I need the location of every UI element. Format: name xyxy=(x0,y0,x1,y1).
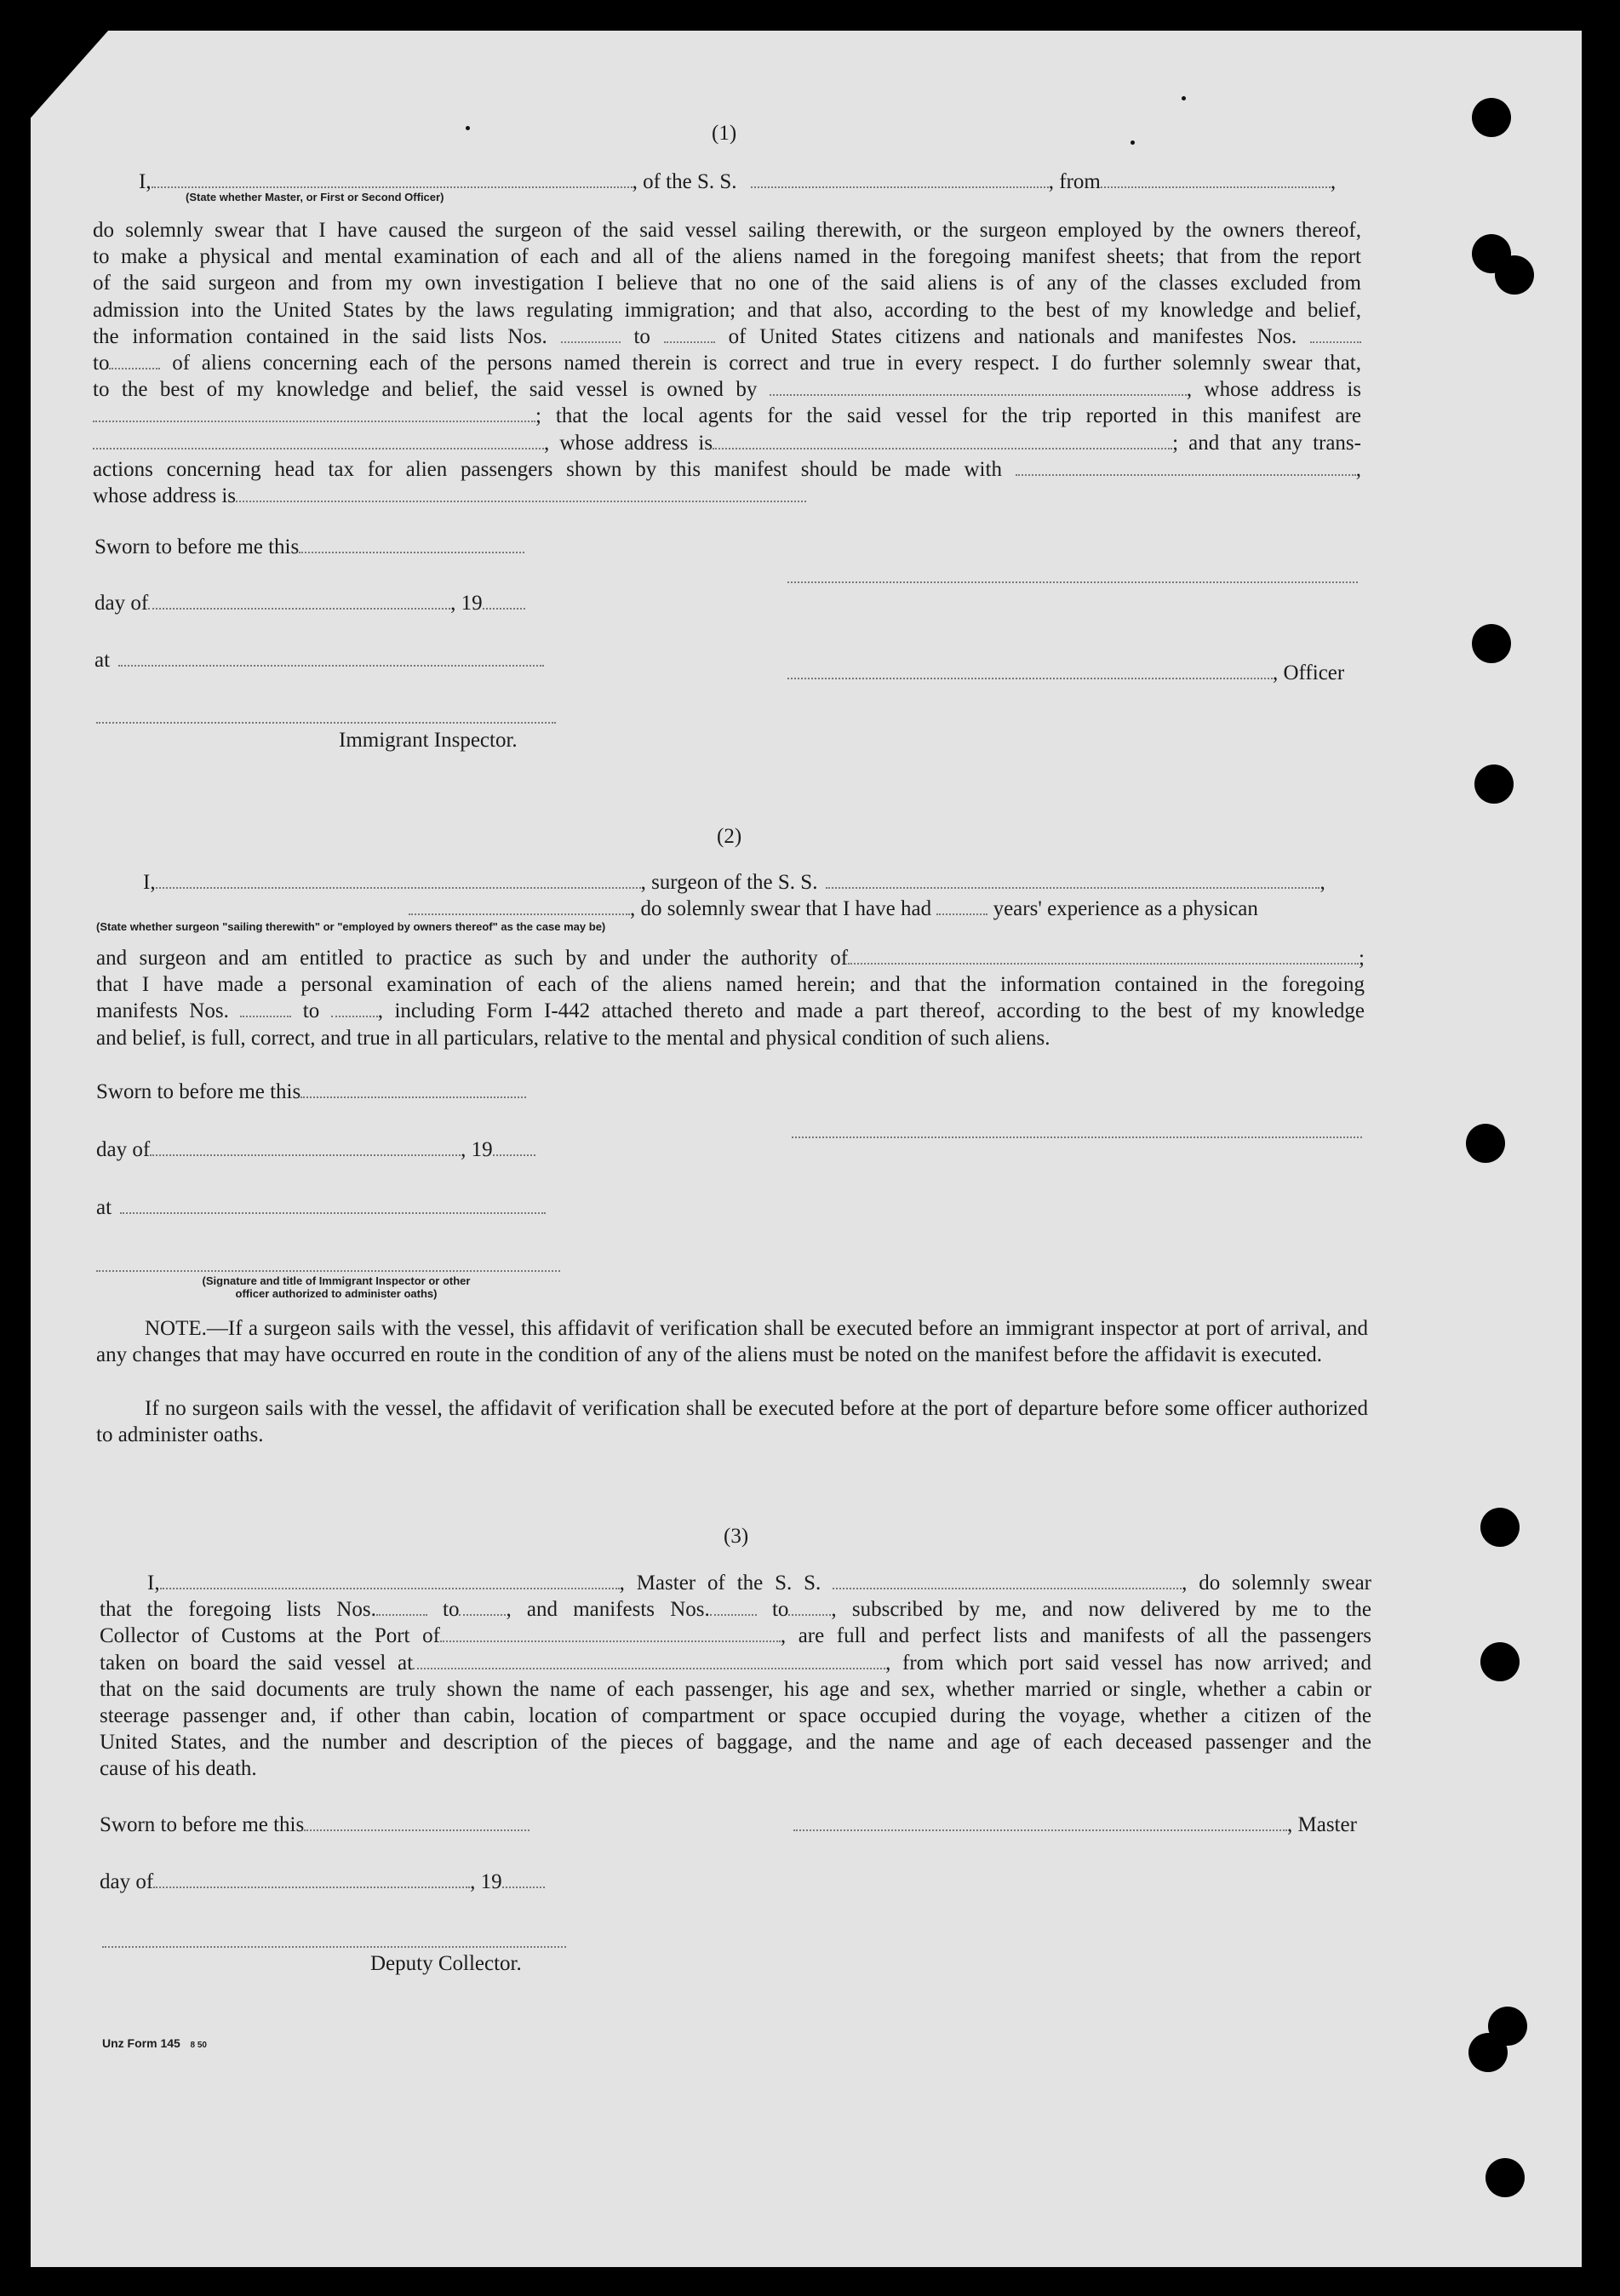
section-number: (2) xyxy=(717,825,742,848)
section-number: (1) xyxy=(712,122,737,145)
binder-hole xyxy=(1480,1642,1520,1681)
day-of-label: day of , 19 xyxy=(94,590,525,616)
binder-hole xyxy=(1468,2033,1508,2072)
binder-hole xyxy=(1466,1124,1505,1163)
binder-hole xyxy=(1474,764,1514,804)
surgeon-line: I, , surgeon of the S. S. , xyxy=(143,871,1325,894)
inspector-signature-line xyxy=(96,722,556,724)
officer-line: , Officer xyxy=(787,660,1344,686)
day-of-label: day of , 19 xyxy=(96,1137,535,1163)
deputy-signature-line xyxy=(102,1946,566,1948)
binder-hole xyxy=(1472,624,1511,663)
signature-line xyxy=(787,581,1358,583)
deputy-label: Deputy Collector. xyxy=(370,1952,522,1975)
form-id: Unz Form 145 8 50 xyxy=(102,2036,207,2050)
ink-speck xyxy=(466,126,470,130)
at-label: at xyxy=(94,647,544,673)
inspector-label: Immigrant Inspector. xyxy=(339,729,518,752)
surgeon-line-2: , do solemnly swear that I have had years' experience as a physican xyxy=(409,896,1258,922)
sworn-label: Sworn to before me this xyxy=(100,1812,530,1838)
master-signature-line: , Master xyxy=(793,1812,1357,1838)
officer-note: (State whether Master, or First or Second Officer) xyxy=(186,191,444,203)
note-paragraph-2: If no surgeon sails with the vessel, the affidavit of verification shall be executed before at the port of departure before some officer authorized to administer oaths. xyxy=(96,1397,1368,1447)
binder-hole xyxy=(1480,1508,1520,1547)
sworn-label: Sworn to before me this xyxy=(96,1079,526,1105)
master-paragraph: I, , Master of the S. S. , do solemnly swear that the foregoing lists Nos. to , and manifests Nos. to , subscribed by me, and now delivered by me to the Collector of Customs at the Port of , are full and perfect lists and manifests of all the passengers taken on board the said vessel at , from which port said vessel has now arrived; and that on the said documents are truly shown the name of each passenger, his age and sex, whether married or single, whether a cabin or steerage passenger and, if other than cabin, location of compartment or space occupied during the voyage, whether a citizen of the United States, and the number and description of the pieces of baggage, and the name and age of each deceased passenger and the cause of his death. xyxy=(100,1572,1372,1781)
note-paragraph: NOTE.—If a surgeon sails with the vessel, this affidavit of verification shall be executed before an immigrant inspector at port of arrival, and any changes that may have occurred en route in the condition of any of the aliens must be noted on the manifest before the affidavit is executed. xyxy=(96,1317,1368,1367)
ink-speck xyxy=(1131,140,1135,145)
sworn-label: Sworn to before me this xyxy=(94,534,524,560)
binder-hole xyxy=(1472,98,1511,137)
oath-paragraph: do solemnly swear that I have caused the surgeon of the said vessel sailing therewith, or the surgeon employed by the owners thereof, to make a physical and mental examination of each and all of the aliens named in the foregoing manifest sheets; that from the report of the said surgeon and from my own investigation I believe that no one of the said aliens is of any of the classes excluded from admission into the United States by the laws regulating immigration; and that also, according to the best of my knowledge and belief, the information contained in the said lists Nos. to of United States citizens and nationals and manifestes Nos. to of aliens concerning each of the persons named therein is correct and true in every respect. I do further solemnly swear that, to the best of my knowledge and belief, the said vessel is owned by , whose address is ; that the local agents for the said vessel for the trip reported in this manifest are , whose address is ; and that any trans- actions concerning head tax for alien passengers shown by this manifest should be made with , whose address is xyxy=(93,219,1362,508)
binder-hole xyxy=(1495,255,1534,295)
surgeon-paragraph: and surgeon and am entitled to practice as such by and under the authority of ; that I have made a personal examination of each of the aliens named herein; and that the information contained in the foregoing manifests Nos. to , including Form I-442 attached thereto and made a part thereof, according to the best of my knowledge and belief, is full, correct, and true in all particulars, relative to the mental and physical condition of such aliens. xyxy=(96,947,1365,1050)
section-number: (3) xyxy=(724,1525,749,1548)
signature-line xyxy=(792,1137,1362,1138)
day-of-label: day of , 19 xyxy=(100,1869,545,1895)
signature-note: (Signature and title of Immigrant Inspector or other officer authorized to administer oaths) xyxy=(202,1274,471,1300)
ink-speck xyxy=(1182,96,1186,100)
at-label: at xyxy=(96,1194,546,1221)
oath-line: I, , of the S. S. , from , xyxy=(139,170,1337,193)
inspector-signature-line xyxy=(96,1270,560,1272)
binder-hole xyxy=(1485,2158,1525,2197)
surgeon-note: (State whether surgeon "sailing therewith" or "employed by owners thereof" as the case may be) xyxy=(96,920,606,933)
